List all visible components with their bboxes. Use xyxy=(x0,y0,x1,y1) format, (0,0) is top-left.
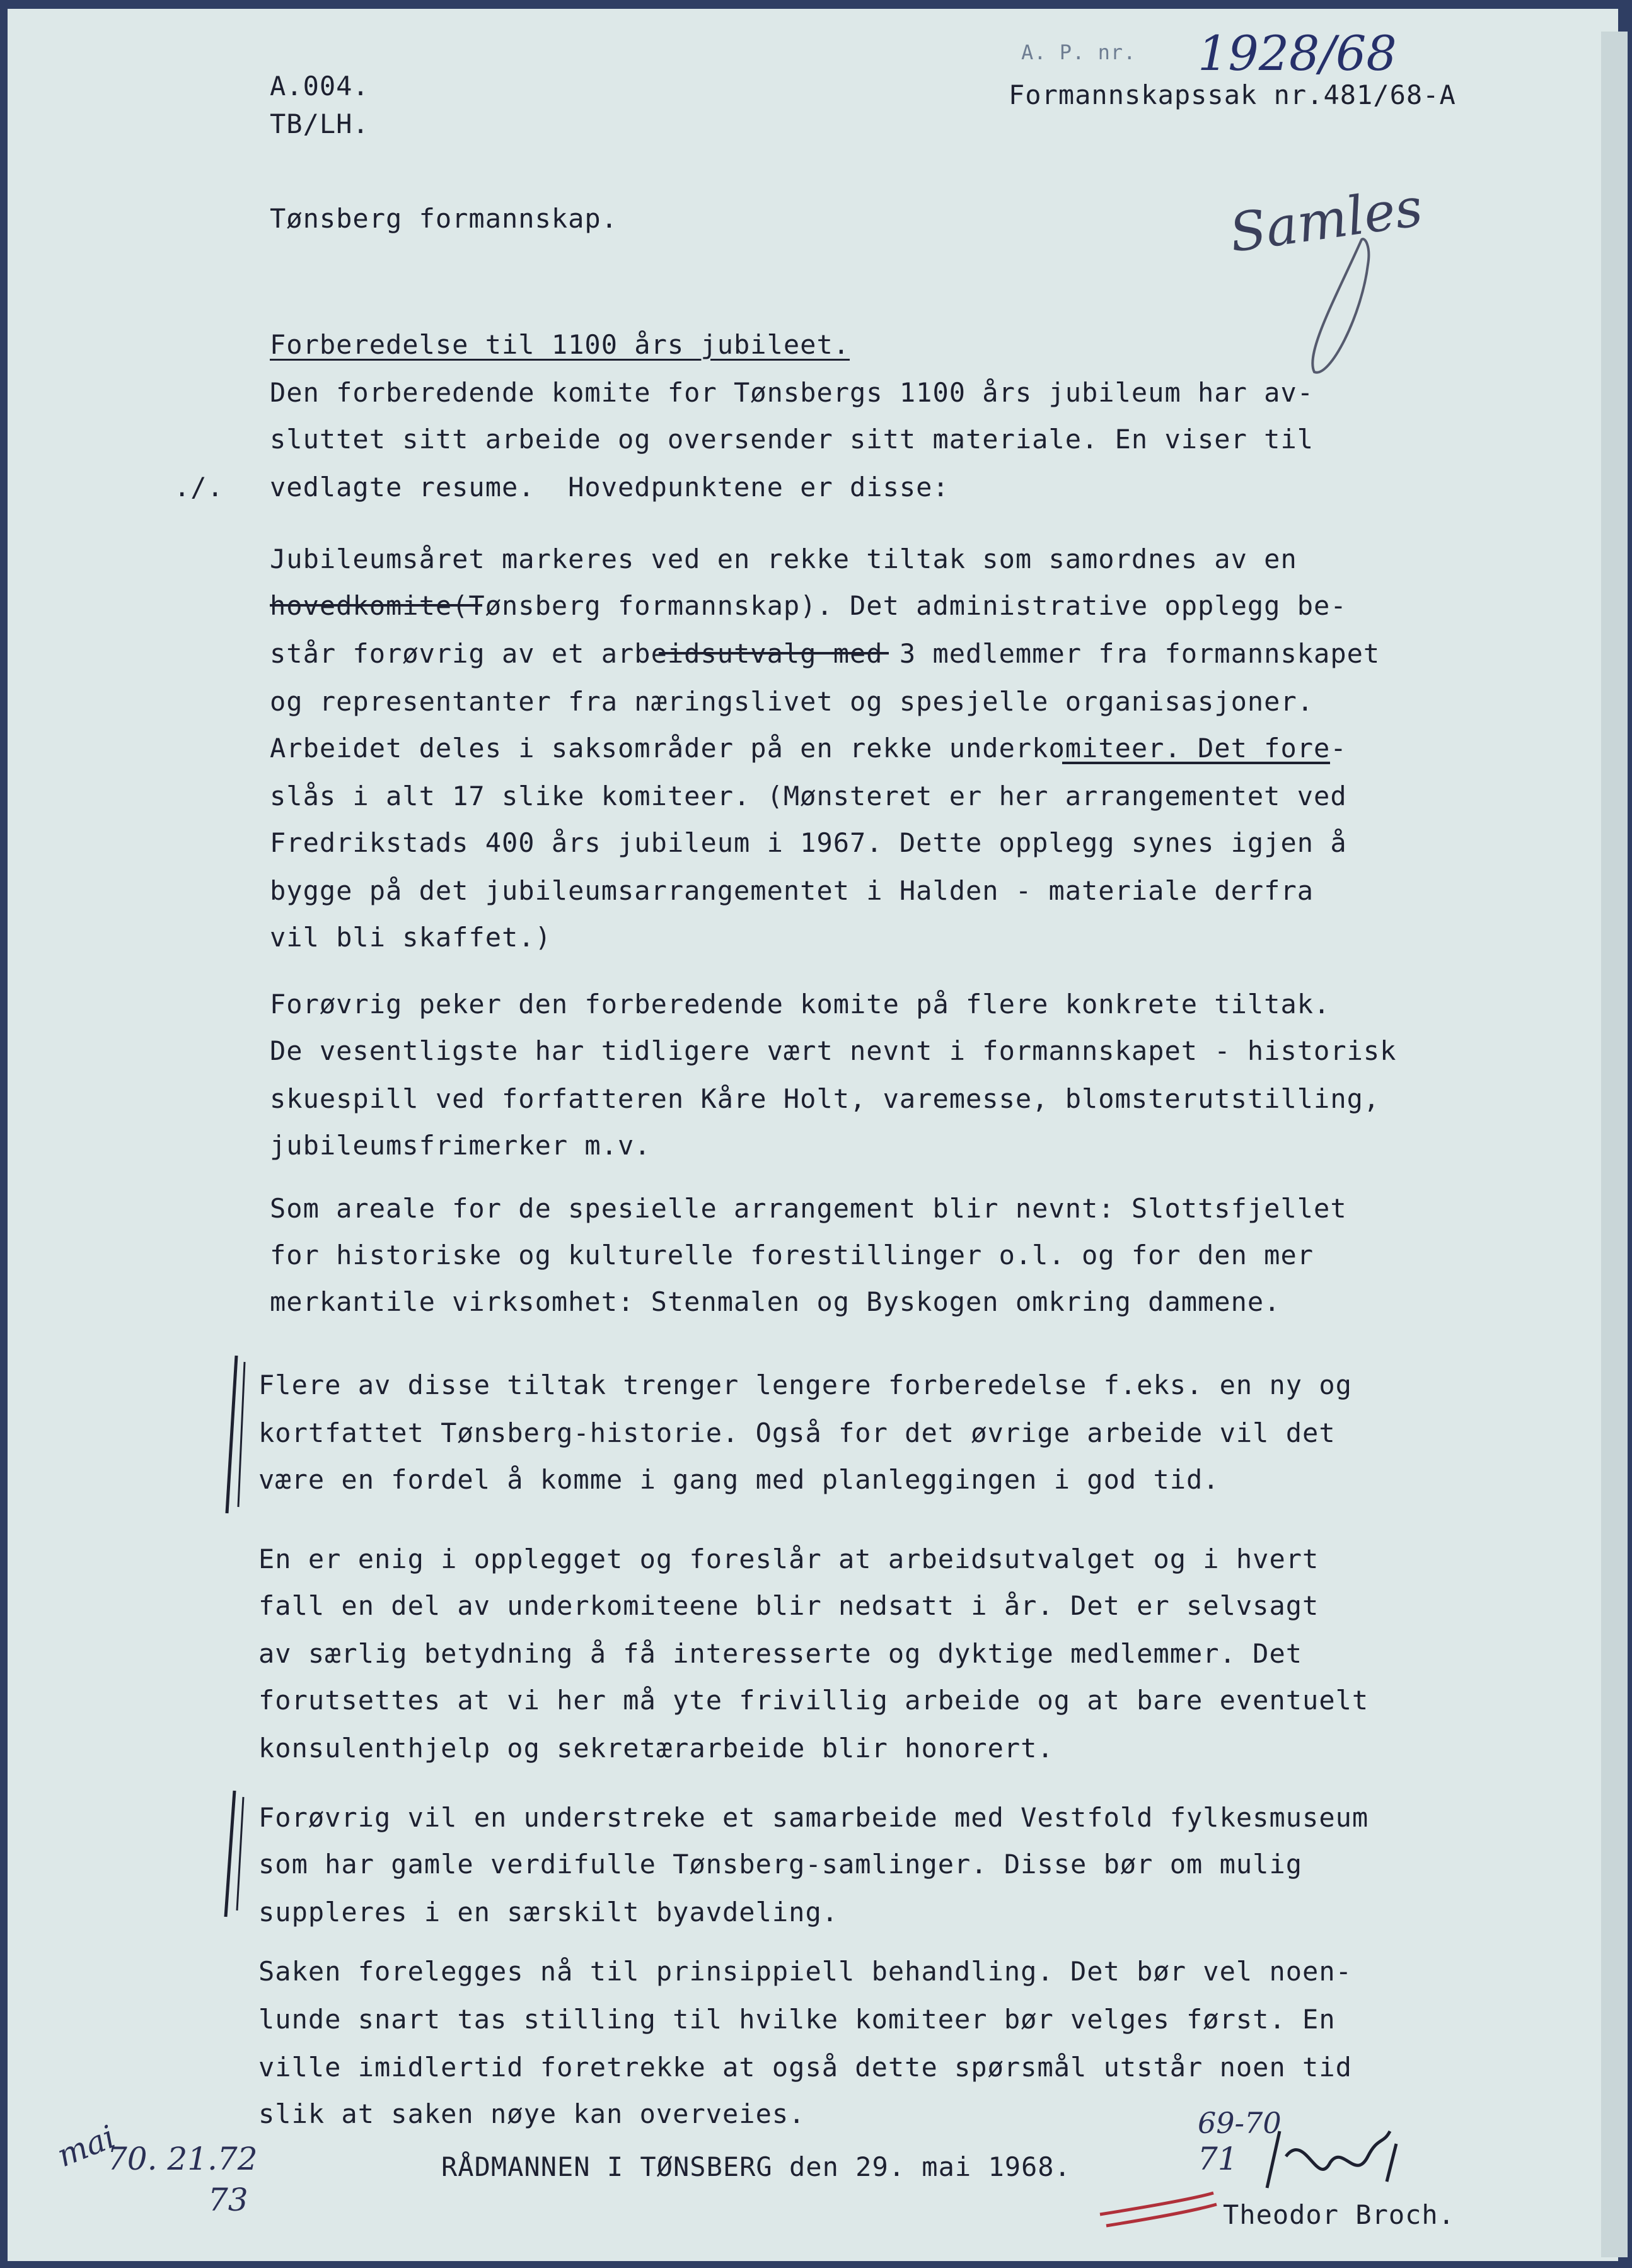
text-line: De vesentligste har tidligere vært nevnt i formannskapet - historisk xyxy=(270,1035,1397,1066)
text-line: sluttet sitt arbeide og oversender sitt materiale. En viser til xyxy=(270,424,1314,455)
text-line: vil bli skaffet.) xyxy=(270,922,552,953)
text-line: som har gamle verdifulle Tønsberg-samlinger. Disse bør om mulig xyxy=(258,1849,1303,1880)
handwritten-margin-note: 73 xyxy=(208,2182,248,2218)
text-line: ville imidlertid foretrekke at også dette spørsmål utstår noen tid xyxy=(258,2052,1352,2083)
text-line: være en fordel å komme i gang med planleggingen i god tid. xyxy=(258,1464,1220,1495)
text-line: Flere av disse tiltak trenger lengere forberedelse f.eks. en ny og xyxy=(258,1370,1352,1400)
text-line: merkantile virksomhet: Stenmalen og Byskogen omkring dammene. xyxy=(270,1286,1281,1317)
margin-bracket xyxy=(226,1791,234,1917)
handwritten-archive-number: 1928/68 xyxy=(1198,25,1397,81)
handwritten-margin-note: 70. 21.72 xyxy=(107,2141,258,2177)
case-number: 481/68-A xyxy=(1323,79,1456,110)
text-line: hovedkomite(Tønsberg formannskap). Det administrative opplegg be- xyxy=(270,590,1347,621)
handwritten-margin-note: mai xyxy=(52,2118,120,2175)
text-line: Jubileumsåret markeres ved en rekke tiltak som samordnes av en xyxy=(270,544,1297,574)
text-line: konsulenthjelp og sekretærarbeide blir honorert. xyxy=(258,1733,1054,1764)
text-line: fall en del av underkomiteene blir nedsatt i år. Det er selvsagt xyxy=(258,1590,1319,1621)
margin-bracket xyxy=(237,1797,243,1910)
attachment-mark: ./. xyxy=(174,472,224,503)
margin-bracket xyxy=(238,1362,245,1507)
text-line: Saken forelegges nå til prinsippiell behandling. Det bør vel noen- xyxy=(258,1956,1352,1987)
signatory-name: Theodor Broch. xyxy=(1223,2199,1455,2230)
text-line: skuespill ved forfatteren Kåre Holt, varemesse, blomsterutstilling, xyxy=(270,1083,1380,1114)
pencil-loop-mark xyxy=(1312,239,1369,373)
text-line: kortfattet Tønsberg-historie. Også for det øvrige arbeide vil det xyxy=(258,1417,1336,1448)
text-line: står forøvrig av et arbeidsutvalg med 3 medlemmer fra formannskapet xyxy=(270,638,1380,669)
place-and-date: RÅDMANNEN I TØNSBERG den 29. mai 1968. xyxy=(441,2151,1071,2182)
red-mark xyxy=(1100,2193,1213,2214)
text-line: og representanter fra næringslivet og spesjelle organisasjoner. xyxy=(270,686,1314,717)
text-line: forutsettes at vi her må yte frivillig arbeide og at bare eventuelt xyxy=(258,1685,1369,1716)
signature-scribble xyxy=(1267,2131,1396,2188)
handwritten-note-samles: Samles xyxy=(1225,176,1427,264)
text-line: bygge på det jubileumsarrangementet i Halden - materiale derfra xyxy=(270,875,1314,906)
text-line: for historiske og kulturelle forestillinger o.l. og for den mer xyxy=(270,1240,1314,1271)
archive-stamp: A. P. nr. xyxy=(1021,40,1137,64)
text-line: av særlig betydning å få interesserte og dyktige medlemmer. Det xyxy=(258,1638,1303,1669)
text-line: slik at saken nøye kan overveies. xyxy=(258,2098,806,2129)
author-initials: TB/LH. xyxy=(270,108,369,139)
text-line: Fredrikstads 400 års jubileum i 1967. Dette opplegg synes igjen å xyxy=(270,827,1347,858)
case-prefix: Formannskapssak nr. xyxy=(1009,79,1324,110)
handwritten-year-note: 69-70 xyxy=(1198,2106,1282,2140)
text-line: lunde snart tas stilling til hvilke komiteer bør velges først. En xyxy=(258,2004,1336,2035)
text-line: jubileumsfrimerker m.v. xyxy=(270,1130,651,1161)
reference-code: A.004. xyxy=(270,71,369,102)
text-line: En er enig i opplegget og foreslår at arbeidsutvalget og i hvert xyxy=(258,1544,1319,1574)
margin-bracket xyxy=(227,1356,236,1513)
text-line: Arbeidet deles i saksområder på en rekke underkomiteer. Det fore- xyxy=(270,733,1347,764)
red-mark xyxy=(1106,2204,1217,2226)
addressee: Tønsberg formannskap. xyxy=(270,203,618,234)
text-line: Som areale for de spesielle arrangement blir nevnt: Slottsfjellet xyxy=(270,1193,1347,1224)
text-line: suppleres i en særskilt byavdeling. xyxy=(258,1897,839,1928)
text-line: vedlagte resume. Hovedpunktene er disse: xyxy=(270,472,949,503)
handwritten-signature-mark: 71 xyxy=(1198,2141,1238,2177)
text-line: Forøvrig peker den forberedende komite på flere konkrete tiltak. xyxy=(270,989,1331,1020)
text-line: Den forberedende komite for Tønsbergs 1100 års jubileum har av- xyxy=(270,377,1314,408)
text-line: Forøvrig vil en understreke et samarbeide med Vestfold fylkesmuseum xyxy=(258,1802,1369,1833)
text-line: slås i alt 17 slike komiteer. (Mønsteret er her arrangementet ved xyxy=(270,781,1347,811)
document-title: Forberedelse til 1100 års jubileet. xyxy=(270,329,850,360)
